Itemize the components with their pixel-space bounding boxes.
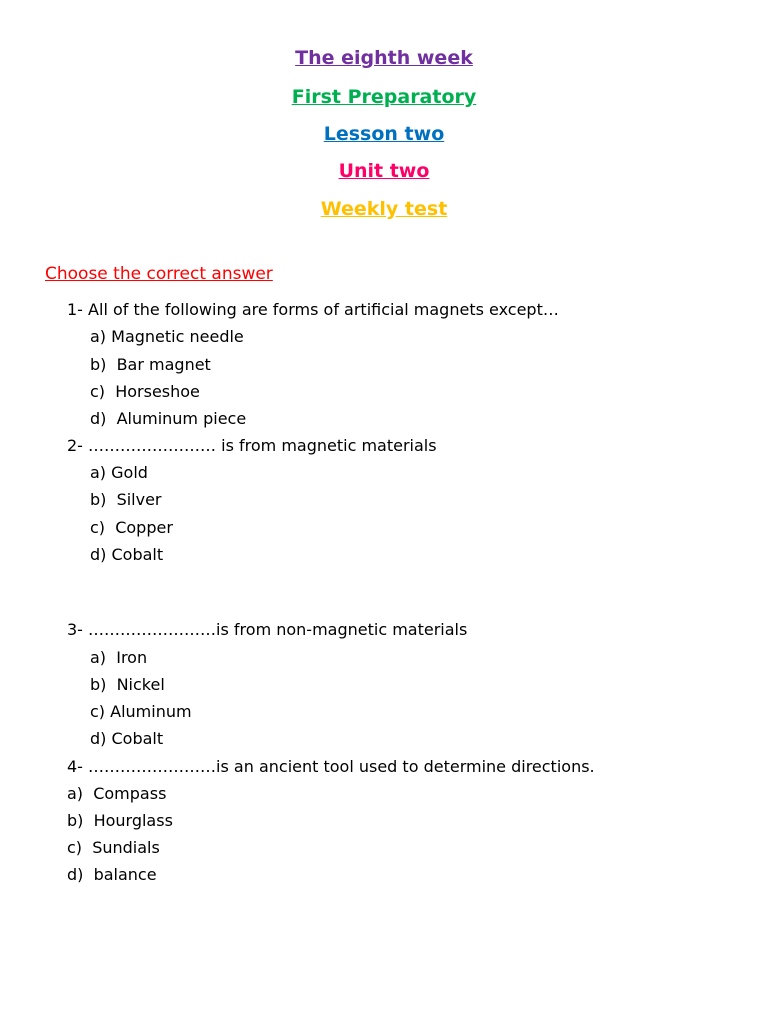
option-2a: a) Gold <box>90 463 148 482</box>
option-2d: d) Cobalt <box>90 545 164 564</box>
question-number: 1- <box>67 300 83 319</box>
option-2b: b) Silver <box>90 490 162 509</box>
question-number: 3- <box>67 620 83 639</box>
question-number: 4- <box>67 757 83 776</box>
option-4d: d) balance <box>67 865 157 884</box>
grade-title: First Preparatory <box>291 86 477 108</box>
option-1a: a) Magnetic needle <box>90 327 244 346</box>
question-text: …………………… is from magnetic materials <box>88 436 437 455</box>
question-text: All of the following are forms of artificial magnets except… <box>88 300 559 319</box>
option-3a: a) Iron <box>90 648 148 667</box>
option-4c: c) Sundials <box>67 838 160 857</box>
question-text: ……………………is from non-magnetic materials <box>88 620 468 639</box>
option-1b: b) Bar magnet <box>90 355 211 374</box>
question-1-stem <box>67 300 559 320</box>
option-1d: d) Aluminum piece <box>90 409 247 428</box>
option-2c: c) Copper <box>90 518 173 537</box>
option-3b: b) Nickel <box>90 675 165 694</box>
lesson-title: Lesson two <box>323 123 445 145</box>
option-4a: a) Compass <box>67 784 167 803</box>
question-text: ……………………is an ancient tool used to determine directions. <box>88 757 595 776</box>
week-title: The eighth week <box>295 47 473 69</box>
question-4-stem <box>67 757 595 777</box>
option-3c: c) Aluminum <box>90 702 192 721</box>
option-1c: c) Horseshoe <box>90 382 200 401</box>
question-number: 2- <box>67 436 83 455</box>
question-3-stem <box>67 620 467 640</box>
instruction-heading: Choose the correct answer <box>45 264 273 284</box>
test-title: Weekly test <box>320 198 448 220</box>
option-4b: b) Hourglass <box>67 811 173 830</box>
option-3d: d) Cobalt <box>90 729 164 748</box>
unit-title: Unit two <box>338 160 430 182</box>
question-2-stem <box>67 436 437 456</box>
